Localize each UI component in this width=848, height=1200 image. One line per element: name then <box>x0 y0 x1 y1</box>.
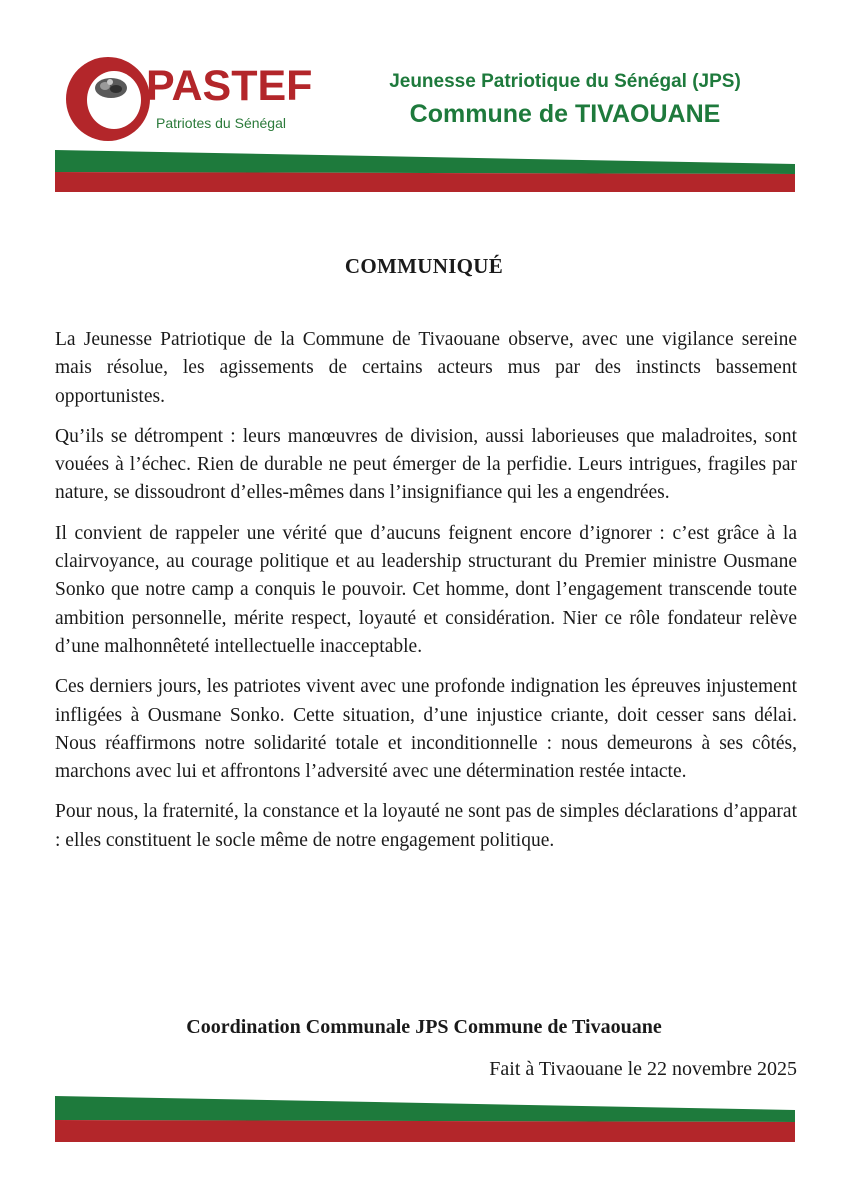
org-name: Jeunesse Patriotique du Sénégal (JPS) <box>389 71 741 92</box>
org-commune: Commune de TIVAOUANE <box>409 100 721 128</box>
date-line: Fait à Tivaouane le 22 novembre 2025 <box>489 1058 797 1080</box>
emblem-icon <box>92 75 130 101</box>
logo-word: PASTEF <box>146 62 313 110</box>
document-title: COMMUNIQUÉ <box>344 254 504 278</box>
paragraph: La Jeunesse Patriotique de la Commune de Tivaouane observe, avec une vigilance sereine mais résolue, les agissements de certains acteurs mus par des instincts bassement opportunistes. <box>55 329 797 407</box>
paragraph: Ces derniers jours, les patriotes vivent avec une profonde indignation les épreuves injustement infligées à Ousmane Sonko. Cette situation, d’une injustice criante, doit cesser sans délai. Nous réaffirmons notre solidarité totale et inconditionnelle : nous demeurons à ses côtés, marchons avec lui et affrontons l’adversité avec une détermination restée intacte. <box>55 676 797 783</box>
paragraph: Il convient de rappeler une vérité que d’aucuns feignent encore d’ignorer : c’est grâce à la clairvoyance, au courage politique et au leadership structurant du Premier ministre Ousmane Sonko que notre camp a conquis le pouvoir. Cet homme, dont l’engagement transcende toute ambition personnelle, mérite respect, loyauté et considération. Nier ce rôle fondateur relève d’une malhonnêteté intellectuelle inacceptable. <box>55 522 797 657</box>
footer-band <box>55 1096 795 1142</box>
org-heading <box>330 70 800 130</box>
paragraph: Qu’ils se détrompent : leurs manœuvres de division, aussi laborieuses que maladroites, sont vouées à l’échec. Rien de durable ne peut émerger de la perfidie. Leurs intrigues, fragiles par nature, se dissoudront d’elles-mêmes dans l’insignifiance qui les a engendrées. <box>55 425 797 504</box>
document-body <box>55 326 797 867</box>
header-band <box>55 150 795 192</box>
signature: Coordination Communale JPS Commune de Tivaouane <box>186 1016 662 1038</box>
pastef-logo <box>66 57 316 143</box>
paragraph: Pour nous, la fraternité, la constance et la loyauté ne sont pas de simples déclarations d’apparat : elles constituent le socle même de notre engagement politique. <box>55 801 797 851</box>
logo-tagline: Patriotes du Sénégal <box>156 115 286 131</box>
